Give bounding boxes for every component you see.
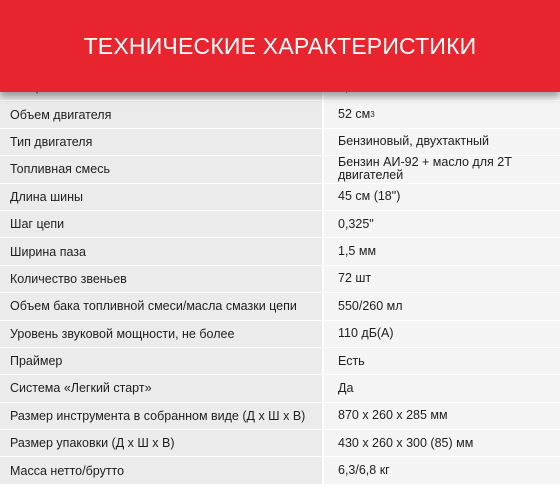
specs-table	[0, 74, 560, 485]
spec-value: Есть	[324, 348, 560, 374]
spec-value: 1,5 мм	[324, 238, 560, 264]
table-row	[0, 348, 560, 375]
spec-label: Количество звеньев	[0, 266, 324, 292]
spec-value: Да	[324, 375, 560, 401]
table-row	[0, 293, 560, 320]
table-row	[0, 101, 560, 128]
spec-value-text: 52 см	[338, 107, 371, 122]
table-row	[0, 375, 560, 402]
table-row	[0, 129, 560, 156]
spec-label: Размер инструмента в собранном виде (Д х Ш х В)	[0, 403, 324, 429]
spec-label: Тип двигателя	[0, 129, 324, 155]
spec-label: Ширина паза	[0, 238, 324, 264]
table-row	[0, 403, 560, 430]
spec-label: Объем двигателя	[0, 101, 324, 127]
table-row	[0, 266, 560, 293]
spec-value: 430 х 260 х 300 (85) мм	[324, 430, 560, 456]
header-banner	[0, 0, 560, 92]
spec-label: Размер упаковки (Д х Ш х В)	[0, 430, 324, 456]
spec-value: 45 см (18")	[324, 184, 560, 210]
spec-value: Бензиновый, двухтактный	[324, 129, 560, 155]
spec-value: 72 шт	[324, 266, 560, 292]
spec-value: Бензин АИ-92 + масло для 2Т двигателей	[324, 156, 560, 182]
table-row	[0, 321, 560, 348]
spec-value: 6,3/6,8 кг	[324, 457, 560, 483]
spec-value: 870 х 260 х 285 мм	[324, 403, 560, 429]
spec-label: Длина шины	[0, 184, 324, 210]
table-row	[0, 211, 560, 238]
spec-label: Праймер	[0, 348, 324, 374]
spec-label: Масса нетто/брутто	[0, 457, 324, 483]
table-row	[0, 430, 560, 457]
spec-label: Система «Легкий старт»	[0, 375, 324, 401]
table-row	[0, 238, 560, 265]
table-row	[0, 184, 560, 211]
spec-value: 110 дБ(А)	[324, 321, 560, 347]
spec-label: Уровень звуковой мощности, не более	[0, 321, 324, 347]
spec-label: Шаг цепи	[0, 211, 324, 237]
table-row	[0, 156, 560, 183]
spec-value: 52 см 3	[324, 101, 560, 127]
spec-value: 550/260 мл	[324, 293, 560, 319]
table-row	[0, 457, 560, 484]
spec-value: 0,325"	[324, 211, 560, 237]
page-title: ТЕХНИЧЕСКИЕ ХАРАКТЕРИСТИКИ	[83, 32, 477, 59]
spec-label: Объем бака топливной смеси/масла смазки цепи	[0, 293, 324, 319]
spec-label: Топливная смесь	[0, 156, 324, 182]
